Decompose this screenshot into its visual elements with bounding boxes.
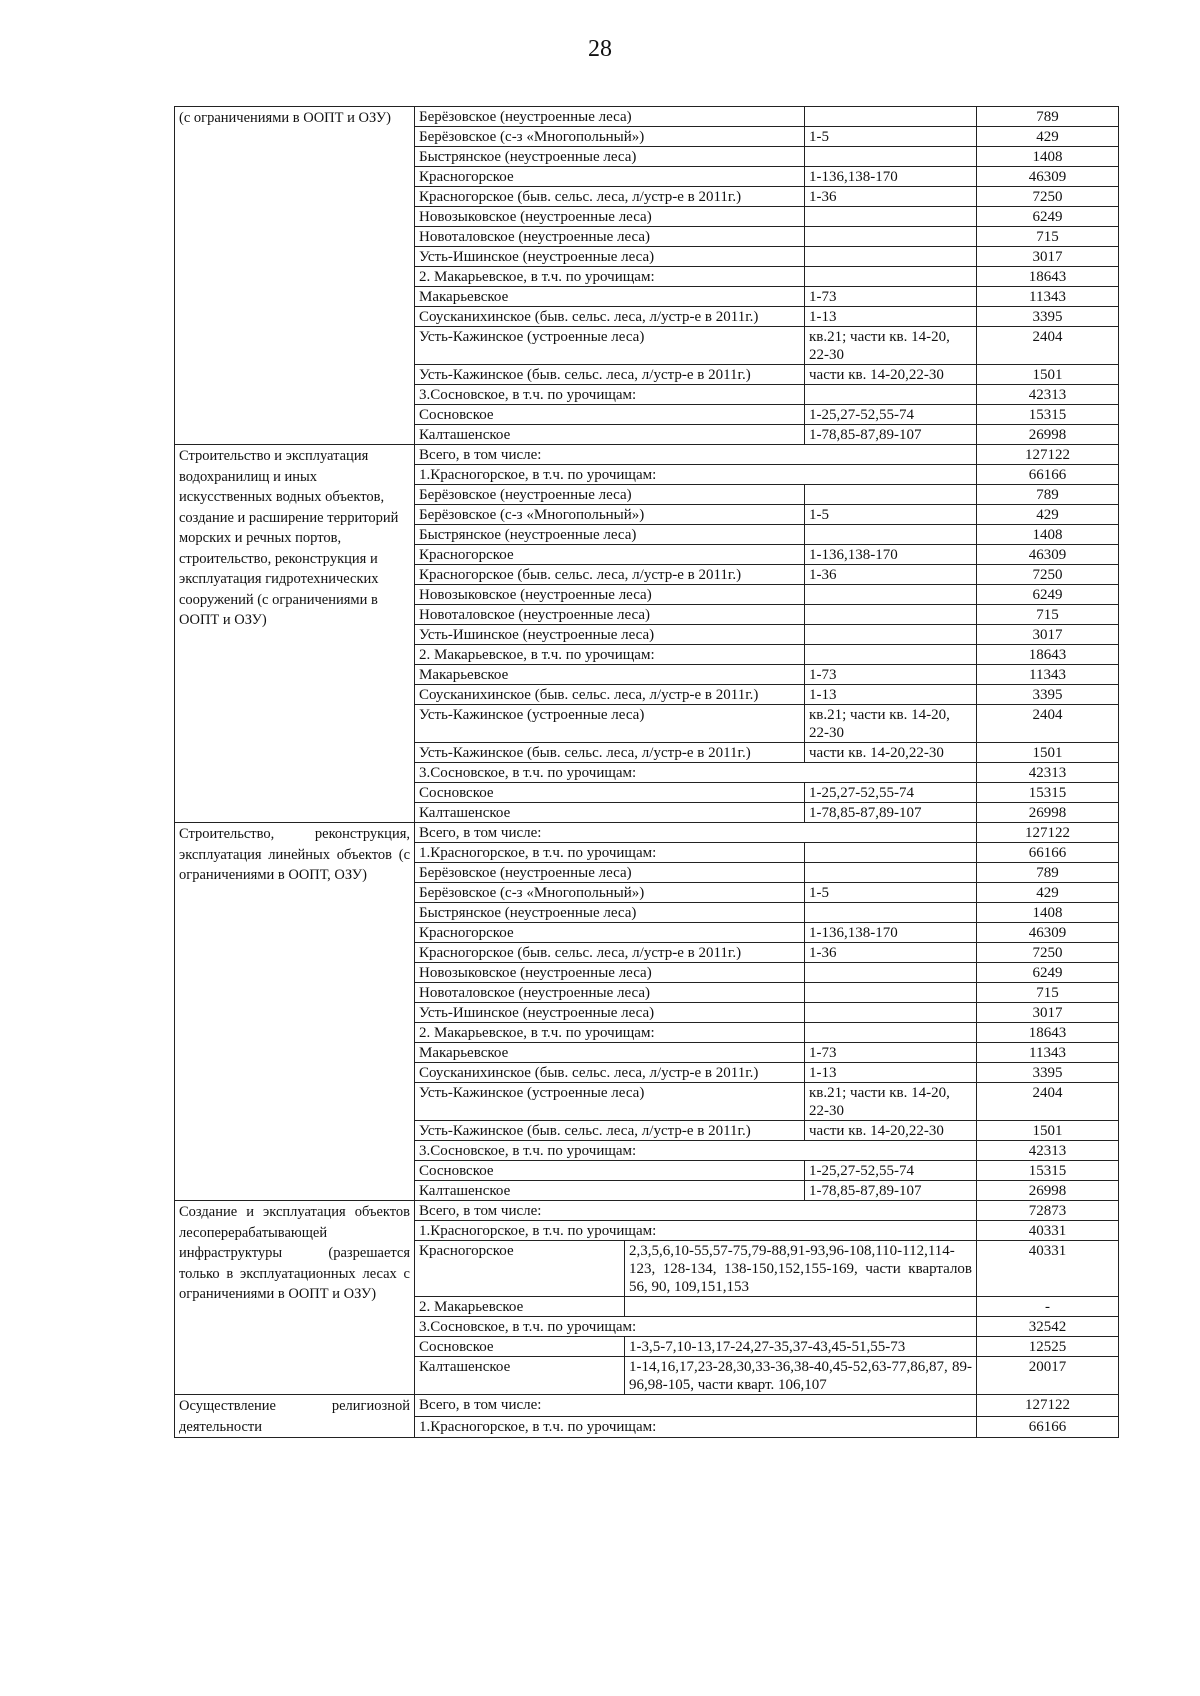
forest-use-purpose-cell: Осуществление религиозной деятельности — [175, 1395, 415, 1438]
table-row — [175, 1395, 1119, 1417]
tract-name-cell: Быстрянское (неустроенные леса) — [415, 903, 805, 923]
tract-name-cell: Макарьевское — [415, 287, 805, 307]
quarter-numbers-cell: 1-25,27-52,55-74 — [805, 783, 977, 803]
table-row — [175, 823, 1119, 843]
area-value-cell: 3395 — [977, 307, 1119, 327]
tract-name-cell: Калташенское — [415, 1181, 805, 1201]
area-value-cell: 12525 — [977, 1337, 1119, 1357]
table-row — [175, 1201, 1119, 1221]
area-value-cell: 7250 — [977, 565, 1119, 585]
area-value-cell: 26998 — [977, 425, 1119, 445]
area-value-cell: 1408 — [977, 525, 1119, 545]
tract-name-cell: 1.Красногорское, в т.ч. по урочищам: — [415, 843, 805, 863]
tract-name-cell: Новозыковское (неустроенные леса) — [415, 207, 805, 227]
tract-name-cell: Берёзовское (неустроенные леса) — [415, 863, 805, 883]
quarter-numbers-cell — [805, 227, 977, 247]
tract-name-cell: Новоталовское (неустроенные леса) — [415, 983, 805, 1003]
tract-name-cell: Красногорское (быв. сельс. леса, л/устр-е в 2011г.) — [415, 943, 805, 963]
area-value-cell: 6249 — [977, 585, 1119, 605]
tract-name-cell: Новоталовское (неустроенные леса) — [415, 227, 805, 247]
quarter-numbers-cell — [805, 963, 977, 983]
tract-name-cell: Сосновское — [415, 783, 805, 803]
area-value-cell: 1408 — [977, 147, 1119, 167]
quarter-numbers-cell: 1-78,85-87,89-107 — [805, 1181, 977, 1201]
tract-name-cell: Сосновское — [415, 1161, 805, 1181]
quarter-numbers-cell: 1-5 — [805, 127, 977, 147]
area-value-cell: 3017 — [977, 625, 1119, 645]
tract-name-cell: Красногорское — [415, 167, 805, 187]
area-value-cell: 66166 — [977, 465, 1119, 485]
quarter-numbers-cell: кв.21; части кв. 14-20, 22-30 — [805, 1083, 977, 1121]
quarter-numbers-cell — [805, 645, 977, 665]
area-value-cell: 26998 — [977, 1181, 1119, 1201]
tract-name-cell: Усть-Ишинское (неустроенные леса) — [415, 247, 805, 267]
forest-use-purpose-cell: Создание и эксплуатация объектов лесоперерабатывающей инфраструктуры (разрешается только в эксплуатационных лесах с ограничениями в ООПТ и ОЗУ) — [175, 1201, 415, 1395]
area-value-cell: 3017 — [977, 247, 1119, 267]
area-value-cell: 715 — [977, 605, 1119, 625]
area-value-cell: 18643 — [977, 645, 1119, 665]
area-value-cell: 18643 — [977, 267, 1119, 287]
page-number: 28 — [588, 36, 612, 62]
area-value-cell: 40331 — [977, 1241, 1119, 1297]
area-value-cell: 42313 — [977, 1141, 1119, 1161]
quarter-numbers-cell: 1-136,138-170 — [805, 167, 977, 187]
quarter-numbers-cell: 1-78,85-87,89-107 — [805, 803, 977, 823]
area-value-cell: 1501 — [977, 743, 1119, 763]
tract-name-cell: Усть-Ишинское (неустроенные леса) — [415, 1003, 805, 1023]
area-value-cell: 26998 — [977, 803, 1119, 823]
quarter-numbers-cell: 1-3,5-7,10-13,17-24,27-35,37-43,45-51,55-73 — [625, 1337, 977, 1357]
area-value-cell: 789 — [977, 485, 1119, 505]
quarter-numbers-cell — [805, 625, 977, 645]
quarter-numbers-cell: 1-136,138-170 — [805, 545, 977, 565]
tract-name-cell: Быстрянское (неустроенные леса) — [415, 147, 805, 167]
tract-name-cell: Соусканихинское (быв. сельс. леса, л/устр-е в 2011г.) — [415, 1063, 805, 1083]
area-value-cell: 42313 — [977, 763, 1119, 783]
quarter-numbers-cell: 2,3,5,6,10-55,57-75,79-88,91-93,96-108,110-112,114-123, 128-134, 138-150,152,155-169, части кварталов 56, 90, 109,151,153 — [625, 1241, 977, 1297]
quarter-numbers-cell — [805, 1003, 977, 1023]
area-value-cell: 127122 — [977, 1395, 1119, 1417]
tract-name-cell: Усть-Кажинское (устроенные леса) — [415, 705, 805, 743]
area-value-cell: 3395 — [977, 685, 1119, 705]
area-value-cell: 40331 — [977, 1221, 1119, 1241]
quarter-numbers-cell: 1-136,138-170 — [805, 923, 977, 943]
tract-name-cell: Сосновское — [415, 1337, 625, 1357]
tract-name-cell: 2. Макарьевское, в т.ч. по урочищам: — [415, 645, 805, 665]
quarter-numbers-cell: 1-36 — [805, 187, 977, 207]
area-value-cell: 429 — [977, 505, 1119, 525]
quarter-numbers-cell: 1-73 — [805, 287, 977, 307]
table-row — [175, 445, 1119, 465]
area-value-cell: 66166 — [977, 1416, 1119, 1438]
tract-name-cell: Усть-Ишинское (неустроенные леса) — [415, 625, 805, 645]
quarter-numbers-cell: 1-36 — [805, 943, 977, 963]
quarter-numbers-cell — [805, 585, 977, 605]
tract-name-cell: 2. Макарьевское, в т.ч. по урочищам: — [415, 267, 805, 287]
quarter-numbers-cell: кв.21; части кв. 14-20, 22-30 — [805, 705, 977, 743]
area-value-cell: 789 — [977, 863, 1119, 883]
tract-name-cell: Сосновское — [415, 405, 805, 425]
area-value-cell: 18643 — [977, 1023, 1119, 1043]
tract-name-cell: Новоталовское (неустроенные леса) — [415, 605, 805, 625]
tract-name-cell: Макарьевское — [415, 1043, 805, 1063]
tract-name-cell: Соусканихинское (быв. сельс. леса, л/устр-е в 2011г.) — [415, 307, 805, 327]
area-value-cell: 46309 — [977, 923, 1119, 943]
quarter-numbers-cell: 1-13 — [805, 685, 977, 705]
quarter-numbers-cell: 1-14,16,17,23-28,30,33-36,38-40,45-52,63-77,86,87, 89-96,98-105, части кварт. 106,107 — [625, 1357, 977, 1395]
quarter-numbers-cell — [805, 147, 977, 167]
tract-name-cell: Берёзовское (с-з «Многопольный») — [415, 883, 805, 903]
area-value-cell: 11343 — [977, 287, 1119, 307]
tract-name-cell: Калташенское — [415, 1357, 625, 1395]
tract-name-cell: 1.Красногорское, в т.ч. по урочищам: — [415, 465, 977, 485]
quarter-numbers-cell: 1-78,85-87,89-107 — [805, 425, 977, 445]
quarter-numbers-cell — [805, 267, 977, 287]
quarter-numbers-cell: части кв. 14-20,22-30 — [805, 365, 977, 385]
quarter-numbers-cell — [805, 605, 977, 625]
tract-name-cell: Новозыковское (неустроенные леса) — [415, 963, 805, 983]
quarter-numbers-cell — [805, 107, 977, 127]
quarter-numbers-cell: кв.21; части кв. 14-20, 22-30 — [805, 327, 977, 365]
quarter-numbers-cell: 1-73 — [805, 665, 977, 685]
tract-name-cell: 3.Сосновское, в т.ч. по урочищам: — [415, 385, 805, 405]
tract-name-cell: 1.Красногорское, в т.ч. по урочищам: — [415, 1416, 977, 1438]
tract-name-cell: 2. Макарьевское, в т.ч. по урочищам: — [415, 1023, 805, 1043]
quarter-numbers-cell: 1-36 — [805, 565, 977, 585]
area-value-cell: 429 — [977, 127, 1119, 147]
tract-name-cell: Калташенское — [415, 803, 805, 823]
area-value-cell: 46309 — [977, 545, 1119, 565]
area-value-cell: 1501 — [977, 365, 1119, 385]
quarter-numbers-cell — [805, 903, 977, 923]
tract-name-cell: Быстрянское (неустроенные леса) — [415, 525, 805, 545]
area-value-cell: 46309 — [977, 167, 1119, 187]
quarter-numbers-cell: 1-13 — [805, 307, 977, 327]
tract-name-cell: Всего, в том числе: — [415, 1201, 977, 1221]
area-value-cell: 15315 — [977, 1161, 1119, 1181]
quarter-numbers-cell: 1-73 — [805, 1043, 977, 1063]
quarter-numbers-cell — [805, 207, 977, 227]
forest-use-purpose-cell: Строительство, реконструкция, эксплуатация линейных объектов (с ограничениями в ООПТ, ОЗУ) — [175, 823, 415, 1201]
tract-name-cell: Берёзовское (с-з «Многопольный») — [415, 127, 805, 147]
area-value-cell: 3017 — [977, 1003, 1119, 1023]
quarter-numbers-cell — [805, 247, 977, 267]
forest-use-purpose-cell: Строительство и эксплуатация водохранилищ и иных искусственных водных объектов, создание и расширение территорий морских и речных портов, строительство, реконструкция и эксплуатация гидротехнических сооружений (с ограничениями в ООПТ и ОЗУ) — [175, 445, 415, 823]
tract-name-cell: 3.Сосновское, в т.ч. по урочищам: — [415, 1141, 977, 1161]
tract-name-cell: Макарьевское — [415, 665, 805, 685]
area-value-cell: 2404 — [977, 1083, 1119, 1121]
area-value-cell: 7250 — [977, 943, 1119, 963]
area-value-cell: 11343 — [977, 665, 1119, 685]
tract-name-cell: Берёзовское (с-з «Многопольный») — [415, 505, 805, 525]
quarter-numbers-cell — [805, 983, 977, 1003]
tract-name-cell: 3.Сосновское, в т.ч. по урочищам: — [415, 763, 977, 783]
tract-name-cell: Красногорское — [415, 545, 805, 565]
area-value-cell: 6249 — [977, 963, 1119, 983]
tract-name-cell: Красногорское — [415, 923, 805, 943]
area-value-cell: 789 — [977, 107, 1119, 127]
tract-name-cell: Красногорское — [415, 1241, 625, 1297]
tract-name-cell: 1.Красногорское, в т.ч. по урочищам: — [415, 1221, 977, 1241]
area-value-cell: 7250 — [977, 187, 1119, 207]
area-value-cell: 715 — [977, 227, 1119, 247]
area-value-cell: 2404 — [977, 327, 1119, 365]
area-value-cell: 3395 — [977, 1063, 1119, 1083]
quarter-numbers-cell: 1-5 — [805, 505, 977, 525]
area-value-cell: 42313 — [977, 385, 1119, 405]
tract-name-cell: Всего, в том числе: — [415, 445, 977, 465]
area-value-cell: 429 — [977, 883, 1119, 903]
area-value-cell: 15315 — [977, 783, 1119, 803]
forest-use-purpose-cell: (с ограничениями в ООПТ и ОЗУ) — [175, 107, 415, 445]
area-value-cell: 715 — [977, 983, 1119, 1003]
area-value-cell: 6249 — [977, 207, 1119, 227]
tract-name-cell: Калташенское — [415, 425, 805, 445]
tract-name-cell: Усть-Кажинское (устроенные леса) — [415, 1083, 805, 1121]
area-value-cell: 66166 — [977, 843, 1119, 863]
tract-name-cell: Всего, в том числе: — [415, 823, 977, 843]
tract-name-cell: Усть-Кажинское (быв. сельс. леса, л/устр-е в 2011г.) — [415, 1121, 805, 1141]
quarter-numbers-cell — [805, 485, 977, 505]
area-value-cell: 1501 — [977, 1121, 1119, 1141]
forest-use-table — [174, 106, 1119, 1438]
quarter-numbers-cell: 1-13 — [805, 1063, 977, 1083]
tract-name-cell: 2. Макарьевское — [415, 1297, 625, 1317]
tract-name-cell: Всего, в том числе: — [415, 1395, 977, 1417]
quarter-numbers-cell: 1-5 — [805, 883, 977, 903]
tract-name-cell: Берёзовское (неустроенные леса) — [415, 107, 805, 127]
area-value-cell: - — [977, 1297, 1119, 1317]
quarter-numbers-cell: 1-25,27-52,55-74 — [805, 1161, 977, 1181]
quarter-numbers-cell — [805, 1023, 977, 1043]
quarter-numbers-cell: части кв. 14-20,22-30 — [805, 743, 977, 763]
tract-name-cell: Новозыковское (неустроенные леса) — [415, 585, 805, 605]
tract-name-cell: Усть-Кажинское (быв. сельс. леса, л/устр-е в 2011г.) — [415, 365, 805, 385]
area-value-cell: 20017 — [977, 1357, 1119, 1395]
area-value-cell: 32542 — [977, 1317, 1119, 1337]
quarter-numbers-cell: части кв. 14-20,22-30 — [805, 1121, 977, 1141]
area-value-cell: 1408 — [977, 903, 1119, 923]
tract-name-cell: 3.Сосновское, в т.ч. по урочищам: — [415, 1317, 977, 1337]
quarter-numbers-cell — [805, 525, 977, 545]
area-value-cell: 2404 — [977, 705, 1119, 743]
quarter-numbers-cell: 1-25,27-52,55-74 — [805, 405, 977, 425]
area-value-cell: 127122 — [977, 823, 1119, 843]
tract-name-cell: Красногорское (быв. сельс. леса, л/устр-е в 2011г.) — [415, 187, 805, 207]
tract-name-cell: Берёзовское (неустроенные леса) — [415, 485, 805, 505]
table-row — [175, 107, 1119, 127]
quarter-numbers-cell — [805, 843, 977, 863]
area-value-cell: 72873 — [977, 1201, 1119, 1221]
area-value-cell: 15315 — [977, 405, 1119, 425]
quarter-numbers-cell — [625, 1297, 977, 1317]
area-value-cell: 127122 — [977, 445, 1119, 465]
tract-name-cell: Красногорское (быв. сельс. леса, л/устр-е в 2011г.) — [415, 565, 805, 585]
tract-name-cell: Соусканихинское (быв. сельс. леса, л/устр-е в 2011г.) — [415, 685, 805, 705]
tract-name-cell: Усть-Кажинское (устроенные леса) — [415, 327, 805, 365]
quarter-numbers-cell — [805, 385, 977, 405]
tract-name-cell: Усть-Кажинское (быв. сельс. леса, л/устр-е в 2011г.) — [415, 743, 805, 763]
area-value-cell: 11343 — [977, 1043, 1119, 1063]
quarter-numbers-cell — [805, 863, 977, 883]
